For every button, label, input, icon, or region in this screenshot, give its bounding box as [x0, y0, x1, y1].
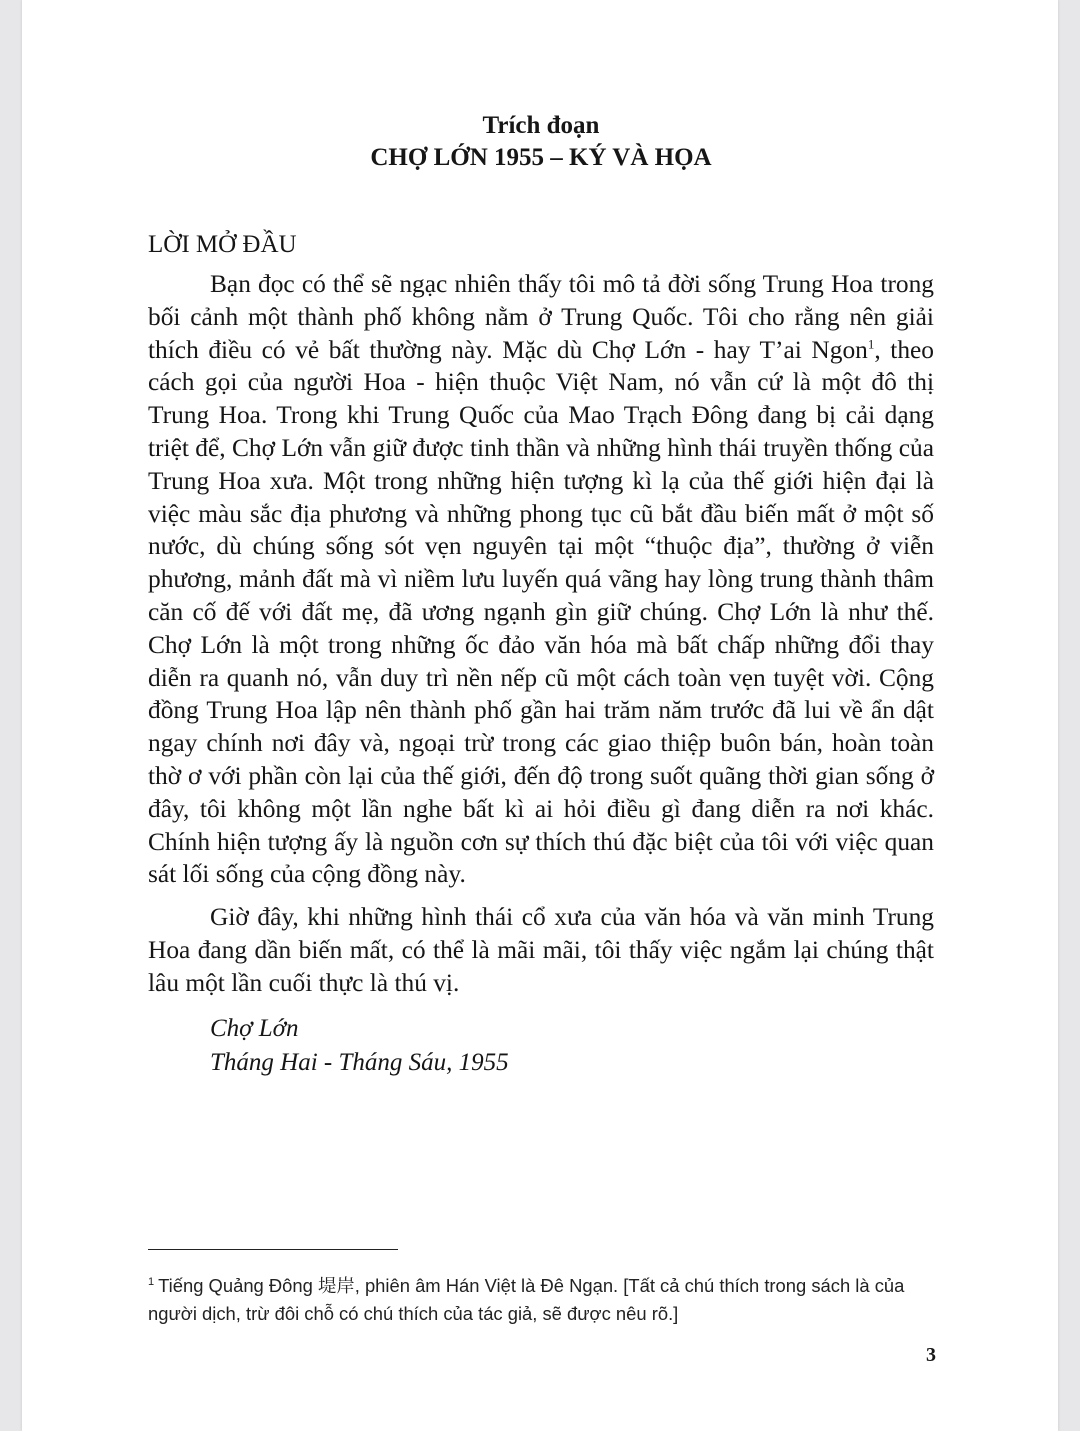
signature-place: Chợ Lớn	[210, 1014, 299, 1042]
signature-date: Tháng Hai - Tháng Sáu, 1955	[210, 1048, 509, 1076]
title-block	[148, 110, 934, 174]
section-heading: LỜI MỞ ĐẦU	[148, 231, 297, 258]
page-number: 3	[926, 1344, 936, 1366]
paragraph-1-text-end: , theo cách gọi của người Hoa - hiện thuộc Việt Nam, nó vẫn cứ là một đô thị Trung Hoa. Trong khi Trung Quốc của Mao Trạch Đông đang bị cải dạng triệt để, Chợ Lớn vẫn giữ được tinh thần và những hình thái truyền thống của Trung Hoa xưa. Một trong những hiện tượng kì lạ của thế giới hiện đại là việc màu sắc địa phương và những phong tục cũ bắt đầu biến mất ở một số nước, dù chúng sống sót vẹn nguyên tại một “thuộc địa”, thường ở viễn phương, mảnh đất mà vì niềm lưu luyến quá vãng hay lòng trung thành thâm căn cố đế với đất mẹ, đã ương ngạnh gìn giữ chúng. Chợ Lớn là như thế. Chợ Lớn là một trong những ốc đảo văn hóa mà bất chấp những đổi thay diễn ra quanh nó, vẫn duy trì nền nếp cũ một cách toàn vẹn tuyệt vời. Cộng đồng Trung Hoa lập nên thành phố gần hai trăm năm trước đã lui về ẩn dật ngay chính nơi đây và, ngoại trừ trong các giao thiệp buôn bán, hoàn toàn thờ ơ với phần còn lại của thế giới, đến độ trong suốt quãng thời gian sống ở đây, tôi không một lần nghe bất kì ai hỏi điều gì đang diễn ra nơi khác. Chính hiện tượng ấy là nguồn cơn sự thích thú đặc biệt của tôi với việc quan sát lối sống của cộng đồng này.	[148, 335, 934, 889]
page-content	[148, 110, 934, 1080]
title-excerpt-label: Trích đoạn	[482, 112, 600, 139]
footnote-reference: 1	[867, 336, 875, 352]
footnote-mark: 1	[148, 1275, 155, 1288]
body-paragraph-1	[148, 268, 934, 891]
book-title: CHỢ LỚN 1955 – KÝ VÀ HỌA	[370, 144, 712, 171]
paragraph-1-text-start: Bạn đọc có thể sẽ ngạc nhiên thấy tôi mô tả đời sống Trung Hoa trong bối cảnh một thành phố không nằm ở Trung Quốc. Tôi cho rằng nên giải thích điều có vẻ bất thường này. Mặc dù Chợ Lớn - hay T’ai Ngon	[148, 270, 934, 364]
body-paragraph-2: Giờ đây, khi những hình thái cổ xưa của văn hóa và văn minh Trung Hoa đang dần biến mất, có thể là mãi mãi, tôi thấy việc ngắm lại chúng thật lâu một lần cuối thực là thú vị.	[148, 903, 934, 997]
footnote	[148, 1272, 936, 1328]
signature-block	[148, 1012, 934, 1080]
footnote-divider	[148, 1249, 398, 1250]
footnote-text: Tiếng Quảng Đông 堤岸, phiên âm Hán Việt là Đê Ngạn. [Tất cả chú thích trong sách là của người dịch, trừ đôi chỗ có chú thích của tác giả, sẽ được nêu rõ.]	[148, 1275, 905, 1324]
document-page	[22, 0, 1058, 1431]
